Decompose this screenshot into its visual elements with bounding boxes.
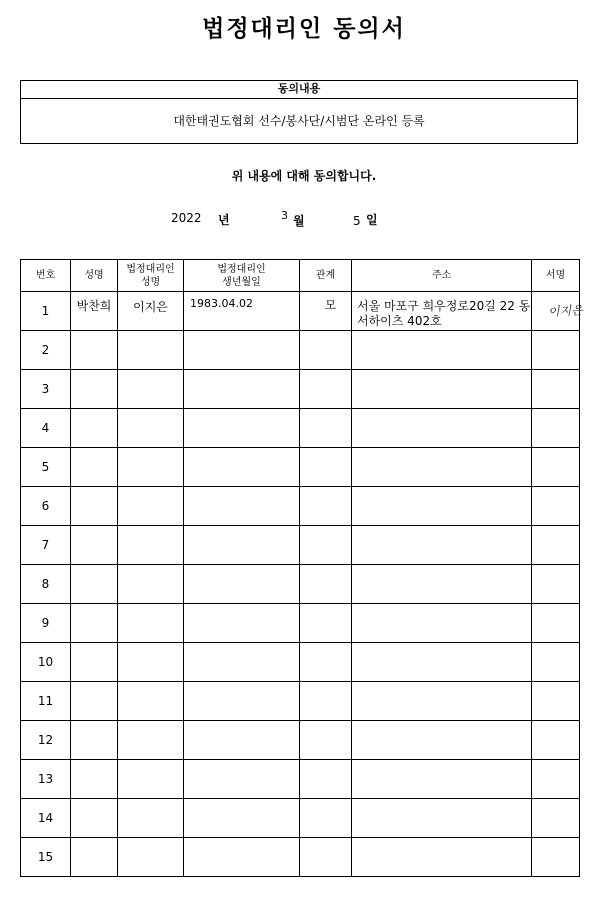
row-number xyxy=(21,643,71,682)
guardian-name-text xyxy=(118,448,183,454)
address-cell[interactable] xyxy=(352,721,532,760)
signature-cell[interactable] xyxy=(532,565,580,604)
row-number-text: 14 xyxy=(37,811,54,825)
guardian-birthdate-cell[interactable] xyxy=(184,721,300,760)
guardian-name-text xyxy=(118,370,183,376)
guardian-birthdate-cell[interactable] xyxy=(184,370,300,409)
relation-cell[interactable] xyxy=(300,604,352,643)
participant-name-cell[interactable] xyxy=(71,448,118,487)
table-row xyxy=(21,838,580,877)
signature-cell[interactable] xyxy=(532,487,580,526)
participant-name-text xyxy=(71,565,117,570)
header-proxy-birth xyxy=(184,260,300,292)
address-cell[interactable] xyxy=(352,760,532,799)
guardian-name-cell[interactable] xyxy=(118,565,184,604)
header-name: 성명 xyxy=(71,260,118,292)
row-number-text: 8 xyxy=(41,577,50,591)
guardian-birthdate-text: 1983.04.02 xyxy=(190,297,253,310)
guardian-birthdate-text xyxy=(184,682,299,687)
participant-name-text xyxy=(71,487,117,492)
consent-content: 대한태권도협회 선수/봉사단/시범단 온라인 등록 xyxy=(173,114,425,128)
table-row xyxy=(21,292,580,331)
participant-name-cell[interactable] xyxy=(71,565,118,604)
address-cell[interactable] xyxy=(352,565,532,604)
signature-cell[interactable] xyxy=(532,604,580,643)
date-day-value[interactable]: 5 xyxy=(353,214,361,228)
participant-name-text xyxy=(71,526,117,531)
address-text xyxy=(352,643,531,650)
row-number-text: 10 xyxy=(37,655,54,669)
participant-name-cell[interactable] xyxy=(71,643,118,682)
relation-text xyxy=(300,721,351,725)
participant-name-text xyxy=(71,409,117,414)
guardian-birthdate-text xyxy=(184,409,299,414)
relation-text xyxy=(300,682,351,686)
row-number xyxy=(21,565,71,604)
row-number-text: 2 xyxy=(41,343,50,357)
relation-cell[interactable] xyxy=(300,526,352,565)
row-number xyxy=(21,292,71,331)
address-text xyxy=(352,565,531,572)
table-row xyxy=(21,370,580,409)
relation-cell[interactable] xyxy=(300,448,352,487)
table-row xyxy=(21,682,580,721)
relation-cell[interactable] xyxy=(300,487,352,526)
guardian-name-text: 이지은 xyxy=(133,300,168,314)
guardian-birthdate-text xyxy=(184,760,299,765)
table-row xyxy=(21,448,580,487)
guardian-birthdate-cell[interactable] xyxy=(184,760,300,799)
relation-text xyxy=(300,409,351,413)
participant-name-text xyxy=(71,448,117,453)
relation-cell[interactable] xyxy=(300,643,352,682)
participant-name-cell[interactable] xyxy=(71,526,118,565)
header-proxy-birth-line1: 법정대리인 xyxy=(217,263,266,275)
row-number xyxy=(21,448,71,487)
participant-name-cell[interactable] xyxy=(71,409,118,448)
row-number xyxy=(21,526,71,565)
consent-header: 동의내용 xyxy=(21,81,577,99)
address-cell[interactable] xyxy=(352,331,532,370)
guardian-birthdate-cell[interactable] xyxy=(184,526,300,565)
guardian-name-text xyxy=(118,604,183,610)
signature-cell[interactable] xyxy=(532,526,580,565)
relation-text xyxy=(300,526,351,530)
row-number xyxy=(21,604,71,643)
address-text xyxy=(352,409,531,416)
guardian-birthdate-cell[interactable] xyxy=(184,331,300,370)
signature-cell[interactable] xyxy=(532,370,580,409)
date-year-value[interactable]: 2022 xyxy=(171,211,202,225)
address-text xyxy=(352,370,531,377)
relation-text xyxy=(300,487,351,491)
table-row xyxy=(21,331,580,370)
header-proxy-name-line2: 성명 xyxy=(140,276,161,288)
participant-name-cell[interactable] xyxy=(71,487,118,526)
guardian-name-text xyxy=(118,643,183,649)
guardian-name-text xyxy=(118,526,183,532)
address-cell[interactable] xyxy=(352,409,532,448)
guardian-name-cell[interactable] xyxy=(118,370,184,409)
signature-cell[interactable] xyxy=(532,643,580,682)
row-number xyxy=(21,487,71,526)
guardian-name-cell[interactable] xyxy=(118,643,184,682)
signature-cell[interactable] xyxy=(532,838,580,877)
guardian-name-text xyxy=(118,331,183,337)
guardian-consent-table xyxy=(20,259,584,877)
address-text xyxy=(352,526,531,533)
guardian-name-cell[interactable] xyxy=(118,604,184,643)
address-text xyxy=(352,682,531,689)
guardian-birthdate-text xyxy=(184,643,299,648)
guardian-name-cell[interactable] xyxy=(118,292,184,331)
row-number xyxy=(21,799,71,838)
header-proxy-name-line1: 법정대리인 xyxy=(126,263,175,275)
address-text xyxy=(352,799,531,806)
guardian-birthdate-text xyxy=(184,799,299,804)
guardian-name-cell[interactable] xyxy=(118,838,184,877)
relation-cell[interactable] xyxy=(300,409,352,448)
address-cell[interactable] xyxy=(352,526,532,565)
row-number xyxy=(21,370,71,409)
guardian-birthdate-cell[interactable] xyxy=(184,604,300,643)
participant-name-cell[interactable] xyxy=(71,721,118,760)
row-number xyxy=(21,760,71,799)
participant-name-cell[interactable] xyxy=(71,292,118,331)
table-row xyxy=(21,487,580,526)
guardian-birthdate-cell[interactable] xyxy=(184,643,300,682)
address-cell[interactable] xyxy=(352,799,532,838)
guardian-name-text xyxy=(118,838,183,844)
guardian-birthdate-text xyxy=(184,370,299,375)
relation-cell[interactable] xyxy=(300,331,352,370)
guardian-name-cell[interactable] xyxy=(118,760,184,799)
header-proxy-birth-line2: 생년월일 xyxy=(222,276,261,288)
address-text xyxy=(352,838,531,845)
table-row xyxy=(21,799,580,838)
signature-cell[interactable] xyxy=(532,331,580,370)
signature-cell[interactable] xyxy=(532,292,584,331)
participant-name-text xyxy=(71,838,117,843)
guardian-birthdate-cell[interactable] xyxy=(184,292,300,331)
guardian-birthdate-text xyxy=(184,448,299,453)
date-month-label: 월 xyxy=(293,214,305,228)
relation-cell[interactable] xyxy=(300,565,352,604)
relation-text xyxy=(300,799,351,803)
address-cell[interactable] xyxy=(352,448,532,487)
guardian-name-text xyxy=(118,799,183,805)
row-number xyxy=(21,838,71,877)
participant-name-cell[interactable] xyxy=(71,760,118,799)
header-relation: 관계 xyxy=(300,260,352,292)
table-row xyxy=(21,760,580,799)
signature-cell[interactable] xyxy=(532,799,580,838)
guardian-name-text xyxy=(118,721,183,727)
row-number-text: 12 xyxy=(37,733,54,747)
participant-name-cell[interactable] xyxy=(71,799,118,838)
relation-text xyxy=(300,643,351,647)
header-signature: 서명 xyxy=(532,260,580,292)
participant-name-text xyxy=(71,799,117,804)
guardian-name-text xyxy=(118,565,183,571)
guardian-name-text xyxy=(118,760,183,766)
guardian-birthdate-cell[interactable] xyxy=(184,487,300,526)
table-row xyxy=(21,721,580,760)
participant-name-text xyxy=(71,331,117,336)
table-row xyxy=(21,643,580,682)
date-month-value[interactable]: 3 xyxy=(281,209,288,222)
row-number-text: 15 xyxy=(37,850,54,864)
signature-text: 이지은 xyxy=(547,303,584,319)
relation-text xyxy=(300,838,351,842)
table-row xyxy=(21,604,580,643)
guardian-name-cell[interactable] xyxy=(118,487,184,526)
address-cell[interactable] xyxy=(352,604,532,643)
table-row xyxy=(21,409,580,448)
row-number xyxy=(21,682,71,721)
address-text xyxy=(352,487,531,494)
guardian-name-cell[interactable] xyxy=(118,448,184,487)
header-number: 번호 xyxy=(21,260,71,292)
table-row xyxy=(21,565,580,604)
guardian-name-cell[interactable] xyxy=(118,526,184,565)
address-cell[interactable] xyxy=(352,838,532,877)
guardian-name-cell[interactable] xyxy=(118,682,184,721)
date-year-label: 년 xyxy=(218,213,230,227)
agreement-statement: 위 내용에 대해 동의합니다. xyxy=(231,169,377,183)
row-number-text: 4 xyxy=(41,421,50,435)
relation-cell[interactable] xyxy=(300,370,352,409)
guardian-birthdate-text xyxy=(184,565,299,570)
date-day-label: 일 xyxy=(366,213,378,227)
participant-name-cell[interactable] xyxy=(71,682,118,721)
guardian-birthdate-text xyxy=(184,838,299,843)
participant-name-text: 박찬희 xyxy=(76,299,112,313)
consent-content-box xyxy=(20,80,578,144)
relation-cell[interactable] xyxy=(300,838,352,877)
address-text xyxy=(352,448,531,455)
guardian-name-text xyxy=(118,409,183,415)
signature-cell[interactable] xyxy=(532,760,580,799)
row-number-text: 6 xyxy=(41,499,50,513)
guardian-birthdate-cell[interactable] xyxy=(184,799,300,838)
participant-name-text xyxy=(71,604,117,609)
guardian-birthdate-cell[interactable] xyxy=(184,682,300,721)
row-number xyxy=(21,721,71,760)
address-text xyxy=(352,604,531,611)
guardian-name-cell[interactable] xyxy=(118,799,184,838)
document-title: 법정대리인 동의서 xyxy=(202,16,406,42)
row-number-text: 7 xyxy=(41,538,50,552)
header-address: 주소 xyxy=(352,260,532,292)
relation-cell[interactable] xyxy=(300,682,352,721)
guardian-name-text xyxy=(118,487,183,493)
row-number-text: 13 xyxy=(37,772,54,786)
relation-cell[interactable] xyxy=(300,799,352,838)
guardian-name-cell[interactable] xyxy=(118,721,184,760)
address-cell[interactable] xyxy=(352,370,532,409)
relation-text xyxy=(300,370,351,374)
relation-text xyxy=(300,604,351,608)
relation-text xyxy=(300,331,351,335)
participant-name-text xyxy=(71,721,117,726)
relation-text xyxy=(300,760,351,764)
address-cell[interactable] xyxy=(352,292,532,331)
relation-text: 모 xyxy=(324,298,337,312)
signature-cell[interactable] xyxy=(532,721,580,760)
row-number-text: 3 xyxy=(41,382,50,396)
participant-name-text xyxy=(71,760,117,765)
guardian-name-text xyxy=(118,682,183,688)
signature-cell[interactable] xyxy=(532,682,580,721)
address-text xyxy=(352,331,531,338)
row-number xyxy=(21,409,71,448)
row-number-text: 5 xyxy=(41,460,50,474)
guardian-birthdate-text xyxy=(184,604,299,609)
participant-name-cell[interactable] xyxy=(71,370,118,409)
address-text xyxy=(352,721,531,728)
relation-cell[interactable] xyxy=(300,721,352,760)
relation-cell[interactable] xyxy=(300,292,352,331)
signature-cell[interactable] xyxy=(532,448,580,487)
guardian-birthdate-text xyxy=(184,331,299,336)
participant-name-text xyxy=(71,643,117,648)
guardian-birthdate-cell[interactable] xyxy=(184,838,300,877)
participant-name-cell[interactable] xyxy=(71,838,118,877)
guardian-birthdate-text xyxy=(184,487,299,492)
row-number xyxy=(21,331,71,370)
relation-text xyxy=(300,448,351,452)
participant-name-text xyxy=(71,370,117,375)
guardian-name-cell[interactable] xyxy=(118,331,184,370)
address-cell[interactable] xyxy=(352,643,532,682)
guardian-birthdate-text xyxy=(184,526,299,531)
address-cell[interactable] xyxy=(352,682,532,721)
relation-text xyxy=(300,565,351,569)
table-row xyxy=(21,526,580,565)
guardian-name-cell[interactable] xyxy=(118,409,184,448)
guardian-birthdate-cell[interactable] xyxy=(184,448,300,487)
row-number-text: 11 xyxy=(37,694,54,708)
relation-cell[interactable] xyxy=(300,760,352,799)
address-text xyxy=(352,760,531,767)
guardian-birthdate-text xyxy=(184,721,299,726)
signature-cell[interactable] xyxy=(532,409,580,448)
address-text: 서울 마포구 희우정로20길 22 동서하이츠 402호 xyxy=(357,299,531,328)
table-header-row xyxy=(21,260,580,292)
header-proxy-name xyxy=(118,260,184,292)
guardian-birthdate-cell[interactable] xyxy=(184,409,300,448)
row-number-text: 1 xyxy=(41,304,50,318)
participant-name-text xyxy=(71,682,117,687)
address-cell[interactable] xyxy=(352,487,532,526)
guardian-birthdate-cell[interactable] xyxy=(184,565,300,604)
participant-name-cell[interactable] xyxy=(71,331,118,370)
row-number-text: 9 xyxy=(41,616,50,630)
participant-name-cell[interactable] xyxy=(71,604,118,643)
